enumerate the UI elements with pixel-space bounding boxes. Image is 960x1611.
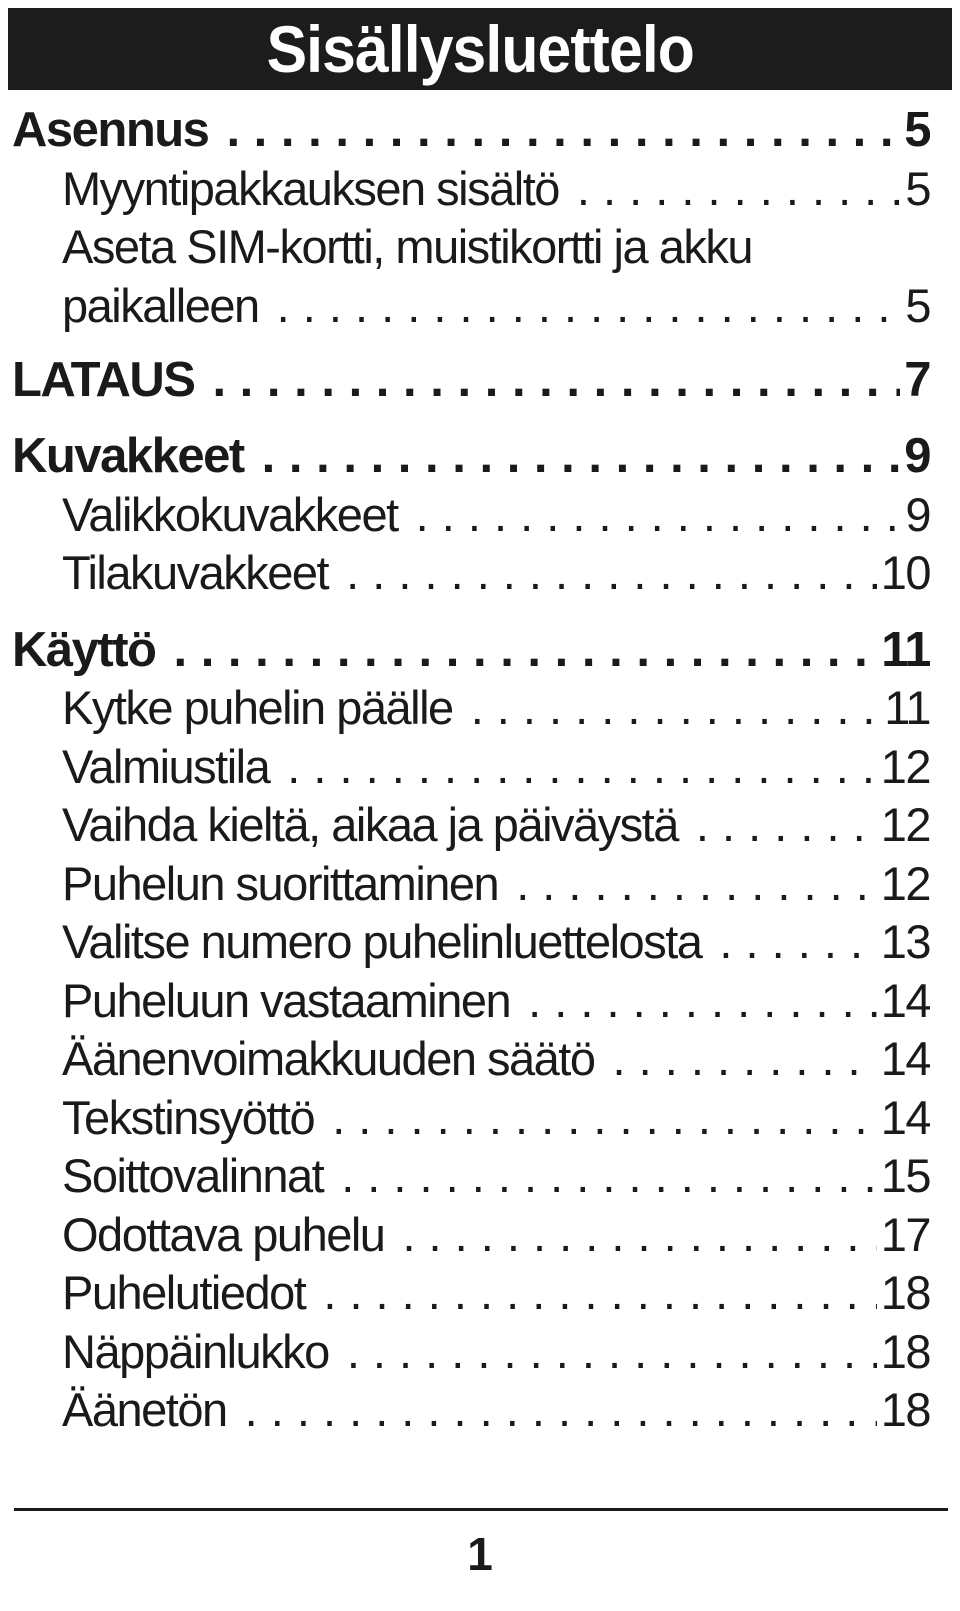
dot-leader	[259, 276, 902, 336]
dot-leader	[398, 485, 902, 545]
toc-entry-tekstinsyotto[interactable]	[0, 1088, 960, 1148]
toc-entry-label: Valikkokuvakkeet	[62, 488, 398, 541]
dot-leader	[227, 1380, 877, 1440]
toc-entry-label: paikalleen	[62, 279, 259, 332]
toc-entry-odottava-puhelu[interactable]	[0, 1205, 960, 1265]
dot-leader	[269, 737, 876, 797]
toc-entry-label-line1[interactable]: Aseta SIM-kortti, muistikortti ja akku	[62, 220, 752, 273]
toc-entry-label: LATAUS	[12, 353, 195, 407]
toc-entry-label: Näppäinlukko	[62, 1325, 329, 1378]
toc-entry-tilakuvakkeet[interactable]	[0, 543, 960, 603]
dot-leader	[559, 159, 901, 219]
toc-entry-page: 17	[880, 1208, 930, 1261]
toc-entry-label: Valitse numero puhelinluettelosta	[62, 915, 702, 968]
dot-leader	[329, 1322, 877, 1382]
toc-entry-page: 10	[880, 546, 930, 599]
toc-entry-page: 5	[905, 279, 930, 332]
toc-entry-label: Valmiustila	[62, 740, 270, 793]
toc-entry-kytke-puhelin-paalle[interactable]	[0, 678, 960, 738]
toc-entry-label: Odottava puhelu	[62, 1208, 385, 1261]
toc-entry-page: 14	[880, 1032, 930, 1085]
toc-entry-aaneton[interactable]	[0, 1380, 960, 1440]
toc-entry-label: Puhelutiedot	[62, 1266, 306, 1319]
dot-leader	[595, 1029, 877, 1089]
toc-entry-page: 7	[904, 353, 930, 407]
toc-entry-label: Äänetön	[62, 1383, 227, 1436]
toc-entry-page: 12	[880, 798, 930, 851]
toc-entry-soittovalinnat[interactable]	[0, 1146, 960, 1206]
toc-entry-label: Kuvakkeet	[12, 429, 244, 483]
toc-entry-label: Kytke puhelin päälle	[62, 681, 453, 734]
toc-entry-label: Soittovalinnat	[62, 1149, 324, 1202]
page-number: 1	[467, 1528, 493, 1580]
toc-entry-aseta-sim-kortti[interactable]	[0, 276, 960, 336]
toc-entry-page: 18	[880, 1383, 930, 1436]
dot-leader	[244, 426, 901, 486]
toc-entry-aanenvoimakkuuden-saato[interactable]	[0, 1029, 960, 1089]
toc-entry-page: 5	[905, 162, 930, 215]
toc-entry-vaihda-kielta[interactable]	[0, 795, 960, 855]
toc-entry-page: 12	[880, 740, 930, 793]
toc-entry-label: Käyttö	[12, 623, 156, 677]
toc-entry-kuvakkeet[interactable]	[0, 426, 960, 486]
toc-entry-page: 9	[904, 429, 930, 483]
toc-entry-asennus[interactable]	[0, 100, 960, 160]
toc-entry-label: Äänenvoimakkuuden säätö	[62, 1032, 595, 1085]
toc-entry-label: Tilakuvakkeet	[62, 546, 329, 599]
toc-entry-valitse-numero[interactable]	[0, 912, 960, 972]
dot-leader	[384, 1205, 876, 1265]
toc-entry-lataus[interactable]	[0, 350, 960, 410]
toc-entry-valikkokuvakkeet[interactable]	[0, 485, 960, 545]
toc-entry-page: 15	[880, 1149, 930, 1202]
toc-entry-page: 5	[904, 103, 930, 157]
toc-entry-label: Puhelun suorittaminen	[62, 857, 499, 910]
toc-entry-page: 14	[880, 1091, 930, 1144]
toc-entry-page: 12	[880, 857, 930, 910]
page-title: Sisällysluettelo	[266, 12, 694, 86]
dot-leader	[208, 100, 900, 160]
dot-leader	[510, 971, 877, 1031]
dot-leader	[305, 1263, 876, 1323]
dot-leader	[328, 543, 877, 603]
toc-entry-label: Vaihda kieltä, aikaa ja päiväystä	[62, 798, 678, 851]
dot-leader	[155, 620, 877, 680]
toc-entry-page: 11	[881, 623, 930, 677]
toc-entry-puheluun-vastaaminen[interactable]	[0, 971, 960, 1031]
toc-entry-page: 14	[880, 974, 930, 1027]
toc-entry-label: Myyntipakkauksen sisältö	[62, 162, 559, 215]
toc-entry-puhelun-suorittaminen[interactable]	[0, 854, 960, 914]
dot-leader	[498, 854, 877, 914]
toc-entry-label: Tekstinsyöttö	[62, 1091, 315, 1144]
toc-entry-nappainlukko[interactable]	[0, 1322, 960, 1382]
dot-leader	[314, 1088, 877, 1148]
toc-entry-label: Asennus	[12, 103, 209, 157]
toc-entry-page: 18	[880, 1266, 930, 1319]
title-bar	[8, 8, 952, 90]
toc-entry-page: 13	[880, 915, 930, 968]
toc-entry-page: 9	[905, 488, 930, 541]
toc-entry-page: 18	[880, 1325, 930, 1378]
dot-leader	[323, 1146, 877, 1206]
toc-entry-myyntipakkauksen-sisalto[interactable]	[0, 159, 960, 219]
dot-leader	[678, 795, 877, 855]
dot-leader	[194, 350, 900, 410]
toc-entry-label: Puheluun vastaaminen	[62, 974, 511, 1027]
footer-rule	[14, 1508, 948, 1511]
toc-entry-kaytto[interactable]	[0, 620, 960, 680]
dot-leader	[701, 912, 876, 972]
toc-entry-puhelutiedot[interactable]	[0, 1263, 960, 1323]
toc-entry-page: 11	[884, 681, 930, 734]
dot-leader	[453, 678, 881, 738]
toc-entry-valmiustila[interactable]	[0, 737, 960, 797]
